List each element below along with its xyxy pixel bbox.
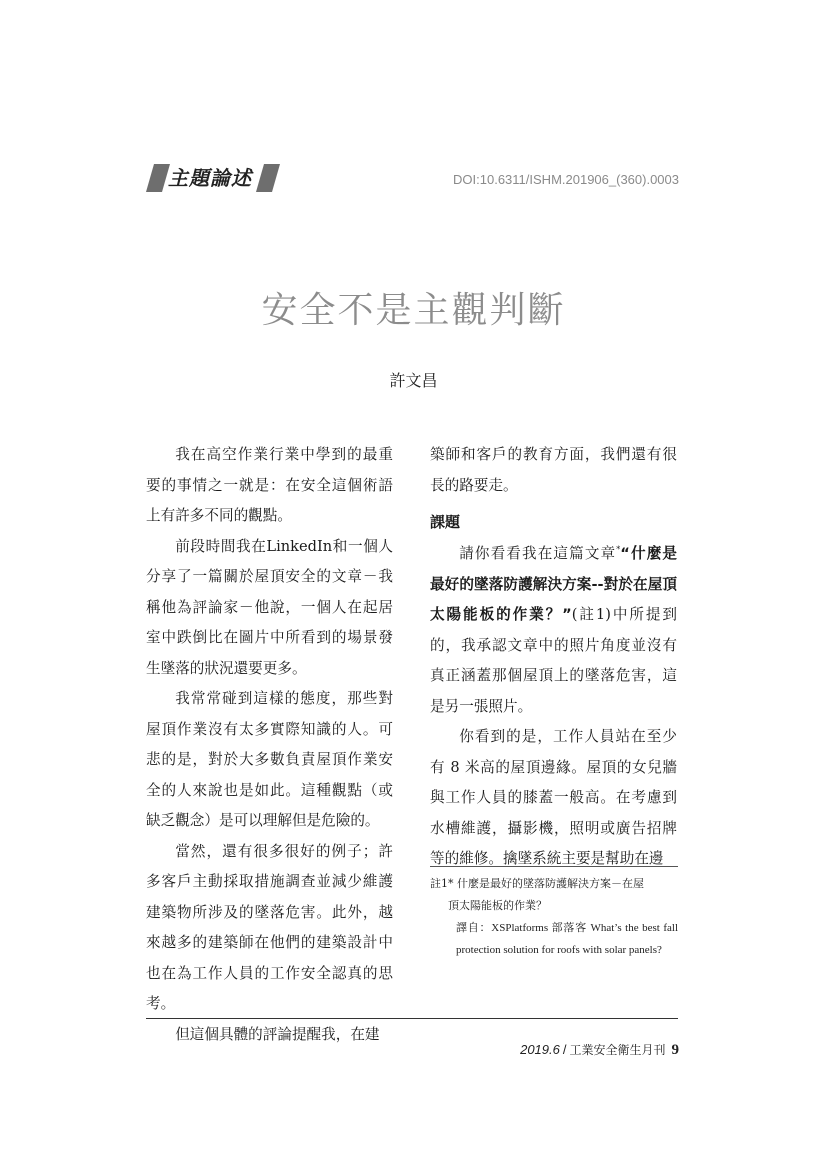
paragraph-tail: (註1)中所提到的，我承認文章中的照片角度並沒有真正涵蓋那個屋頂上的墜落危害，這是另一張照片。 [430, 606, 677, 715]
footnote-divider [430, 866, 678, 867]
footnote [430, 873, 678, 961]
doi-text: DOI:10.6311/ISHM.201906_(360).0003 [453, 172, 679, 187]
paragraph: 但這個具體的評論提醒我，在建 [175, 1025, 380, 1043]
footer-divider [146, 1018, 678, 1019]
paragraph: 我常常碰到這樣的態度，那些對屋頂作業沒有太多實際知識的人。可悲的是，對於大多數負責屋頂作業安全的人來說也是如此。這種觀點（或缺乏觀念）是可以理解但是危險的。 [146, 690, 393, 829]
issue-date: 2019.6 [520, 1042, 560, 1057]
paragraph: 我在高空作業行業中學到的最重要的事情之一就是：在安全這個術語上有許多不同的觀點。 [146, 446, 393, 524]
section-label: 主題論述 [168, 166, 252, 190]
paragraph: 築師和客戶的教育方面，我們還有很長的路要走。 [430, 446, 677, 494]
footnote-line: 頂太陽能板的作業？ [448, 899, 547, 912]
cited-article-title: “什麼是最好的墜落防護解決方案--對於在屋頂太陽能板的作業？” [430, 545, 677, 623]
paragraph-lead: 請你看看我在這篇文章 [459, 545, 617, 562]
paragraph: 當然，還有很多很好的例子；許多客戶主動採取措施調查並減少維護建築物所涉及的墜落危害。此外，越來越多的建築師在他們的建築設計中也在為工作人員的工作安全認真的思考。 [146, 842, 393, 1012]
left-column [146, 440, 393, 1050]
right-column [430, 440, 677, 875]
section-heading: 課題 [430, 513, 461, 531]
page-footer [520, 1041, 679, 1059]
paragraph [430, 539, 677, 722]
article-title: 安全不是主觀判斷 [261, 290, 566, 331]
footnote-source: 譯自：XSPlatforms 部落客 What’s the best fall protection solution for roofs with solar panels? [456, 922, 678, 956]
magazine-name: 工業安全衛生月刊 [569, 1043, 666, 1057]
footnote-marker: * [616, 545, 621, 555]
footnote-line: 註1* 什麼是最好的墜落防護解決方案－在屋 [430, 877, 644, 890]
paragraph: 前段時間我在LinkedIn和一個人分享了一篇關於屋頂安全的文章－我稱他為評論家－他說，一個人在起居室中跌倒比在圖片中所看到的場景發生墜落的狀況還要更多。 [146, 537, 393, 677]
footer-separator: / [562, 1042, 567, 1057]
section-badge [146, 164, 280, 192]
article-author: 許文昌 [389, 371, 438, 390]
page-number: 9 [671, 1042, 679, 1058]
paragraph: 你看到的是，工作人員站在至少有 8 米高的屋頂邊緣。屋頂的女兒牆與工作人員的膝蓋一般高。在考慮到水槽維護，攝影機，照明或廣告招牌等的維修。擒墜系統主要是幫助在邊 [430, 728, 677, 867]
